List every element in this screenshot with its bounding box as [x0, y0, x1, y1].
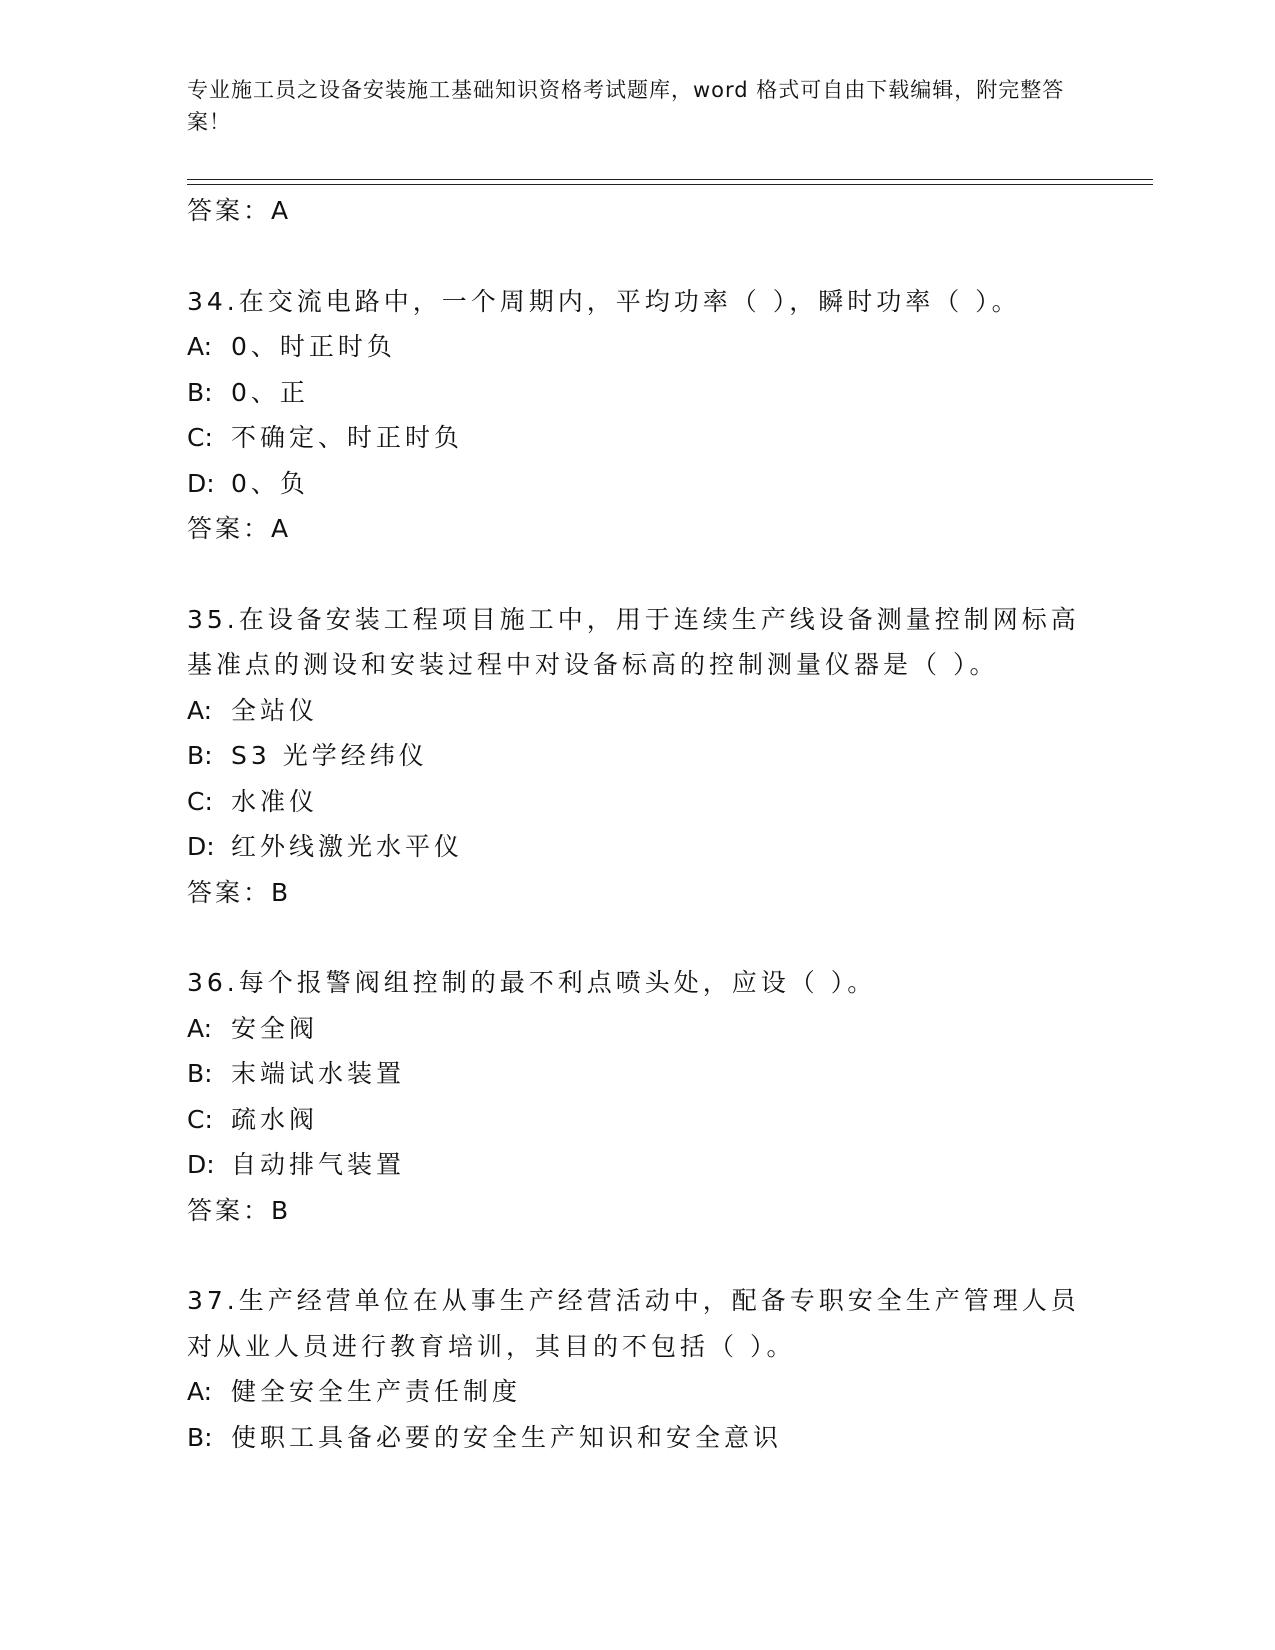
answer-line: 答案：B [187, 1195, 289, 1225]
answer-line: 答案：B [187, 877, 289, 907]
option-a: A: 安全阀 [187, 1013, 319, 1043]
document-header: 专业施工员之设备安装施工基础知识资格考试题库，word 格式可自由下载编辑，附完整答案！ [187, 78, 1065, 134]
option-d: D: 自动排气装置 [187, 1150, 406, 1179]
question-list [187, 188, 1087, 1460]
option-c: C: 水准仪 [187, 786, 319, 816]
question-stem: 34.在交流电路中，一个周期内，平均功率（ ），瞬时功率（ ）。 [187, 286, 1021, 316]
option-b: B: 末端试水装置 [187, 1059, 406, 1088]
option-d: D: 0、负 [187, 468, 309, 498]
header-divider-top [187, 179, 1153, 180]
option-a: A: 全站仪 [187, 695, 319, 725]
header-divider-bottom [187, 184, 1153, 185]
question-stem: 36.每个报警阀组控制的最不利点喷头处，应设（ ）。 [187, 968, 877, 997]
option-c: C: 不确定、时正时负 [187, 423, 464, 452]
option-b: B: 0、正 [187, 377, 309, 407]
option-c: C: 疏水阀 [187, 1104, 319, 1134]
answer-line: 答案：A [187, 514, 289, 543]
question-stem: 37.生产经营单位在从事生产经营活动中，配备专职安全生产管理人员对从业人员进行教育培训，其目的不包括（ ）。 [187, 1286, 1080, 1361]
option-a: A: 健全安全生产责任制度 [187, 1377, 522, 1406]
answer-line: 答案：A [187, 196, 289, 225]
question-stem: 35.在设备安装工程项目施工中，用于连续生产线设备测量控制网标高基准点的测设和安装过程中对设备标高的控制测量仪器是（ ）。 [187, 604, 1080, 679]
option-d: D: 红外线激光水平仪 [187, 832, 464, 861]
option-a: A: 0、时正时负 [187, 332, 396, 361]
option-b: B: S3 光学经纬仪 [187, 741, 428, 770]
option-b: B: 使职工具备必要的安全生产知识和安全意识 [187, 1422, 783, 1452]
